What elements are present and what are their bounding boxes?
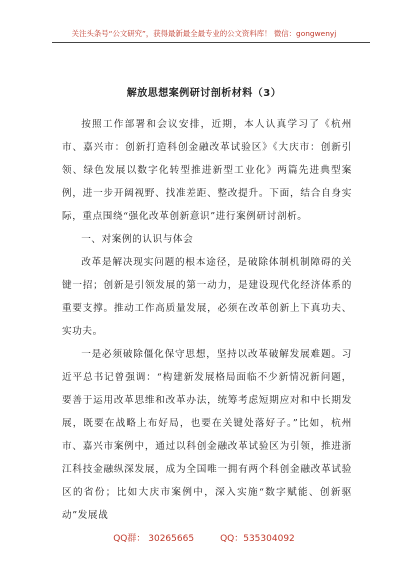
paragraph-point-one: 一是必须破除僵化保守思想，坚持以改革破解发展难题。习近平总书记曾强调：“构建新发展格局面临不少新情况新问题，要善于运用改革思维和改革办法，统筹考虑短期应对和中长期发展，既要在战略上布好局，也要在关键处落好子。”比如，杭州市、嘉兴市案例中，通过以科创金融改革试验区为引领，推进浙江科技金融纵深发展，成为全国唯一拥有两个科创金融改革试验区的省份；比如大庆市案例中，深入实施“数字赋能、创新驱动”发展战 [62,349,352,521]
header-divider [52,42,370,43]
footer-qq-number: QQ：535304092 [220,534,295,544]
document-body [62,113,352,527]
document-title: 解放思想案例研讨剖析材料（3） [126,88,282,99]
header-banner: 关注头条号“公文研究”，获得最新最全最专业的公文资料库！ 微信：gongwenyj [71,29,337,38]
paragraph-intro: 按照工作部署和会议安排，近期，本人认真学习了《杭州市、嘉兴市：创新打造科创金融改革试验区》《大庆市：创新引领、绿色发展以数字化转型推进新型工业化》两篇先进典型案例，进一步开阔视野、找准差距、整改提升。下面，结合自身实际，重点围绕“强化改革创新意识”进行案例研讨剖析。 [62,119,352,222]
footer-qq-group: QQ群： 30265665 [113,534,195,544]
paragraph-reform: 改革是解决现实问题的根本途径，是破除体制机制障碍的关键一招；创新是引领发展的第一动力，是建设现代化经济体系的重要支撑。推动工作高质量发展，必须在改革创新上下真功夫、实功夫。 [62,257,352,337]
section-heading: 一、对案例的认识与体会 [81,234,194,245]
footer-contact [0,531,408,544]
